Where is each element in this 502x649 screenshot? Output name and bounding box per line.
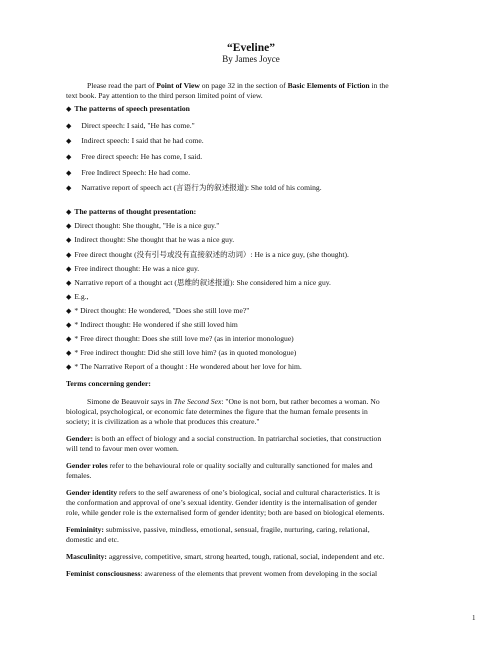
speech-item: ◆ Direct speech: I said, "He has come.": [66, 121, 195, 130]
book-title: The Second Sex: [173, 397, 222, 406]
diamond-bullet-icon: ◆: [66, 335, 72, 343]
diamond-bullet-icon: ◆: [66, 349, 72, 357]
femininity-line-1: Femininity: submissive, passive, mindless, emotional, sensual, fragile, nurturing, caring, relational,: [66, 525, 370, 534]
gender-definition-line-1: Gender: is both an effect of biology and a social construction. In patriarchal societies, that construction: [66, 434, 382, 443]
gender-identity-line-2: the conformation and approval of one’s sexual identity. Gender identity is the internalisation of gender: [66, 498, 377, 507]
speech-item: ◆ Free Indirect Speech: He had come.: [66, 168, 191, 177]
diamond-bullet-icon: ◆: [66, 279, 72, 287]
masculinity-line-1: Masculinity: aggressive, competitive, smart, strong hearted, tough, rational, social, independent and etc.: [66, 552, 385, 561]
diamond-bullet-icon: ◆: [66, 363, 72, 371]
beauvoir-line-1: Simone de Beauvoir says in The Second Sex: "One is not born, but rather becomes a woman. No: [87, 397, 380, 406]
thought-item: ◆ * Direct thought: He wondered, "Does she still love me?": [66, 306, 250, 315]
speech-item: ◆ Narrative report of speech act (言语行为的叙述报道): She told of his coming.: [66, 183, 322, 192]
gender-heading: Terms concerning gender:: [66, 379, 151, 388]
thought-item: ◆ Free indirect thought: He was a nice guy.: [66, 264, 200, 273]
diamond-bullet-icon: ◆: [66, 222, 72, 230]
beauvoir-line-2: biological, psychological, or economic fate determines the figure that the human female presents in: [66, 407, 368, 416]
author-line: By James Joyce: [222, 54, 280, 64]
intro-line-2: text book. Pay attention to the third person limited point of view.: [66, 91, 263, 100]
thought-item: ◆ * The Narrative Report of a thought : He wondered about her love for him.: [66, 362, 302, 371]
diamond-bullet-icon: ◆: [66, 251, 72, 259]
gender-roles-line-1: Gender roles refer to the behavioural role or quality socially and culturally sanctioned for males and: [66, 461, 373, 470]
diamond-bullet-icon: ◆: [66, 307, 72, 315]
thought-item: ◆ Narrative report of a thought act (思维的叙述报道): She considered him a nice guy.: [66, 278, 331, 287]
diamond-bullet-icon: ◆: [66, 293, 72, 301]
speech-item: ◆ Indirect speech: I said that he had come.: [66, 136, 204, 145]
feminist-consciousness-line-1: Feminist consciousness: awareness of the elements that prevent women from developing in the social: [66, 569, 378, 578]
speech-heading: ◆ The patterns of speech presentation: [66, 104, 190, 113]
diamond-bullet-icon: ◆: [66, 184, 72, 192]
diamond-bullet-icon: ◆: [66, 122, 72, 130]
diamond-bullet-icon: ◆: [66, 236, 72, 244]
beauvoir-line-3: society; it is civilization as a whole that produces this creature.": [66, 417, 260, 426]
page-number: 1: [472, 614, 476, 622]
thought-item: ◆ * Free indirect thought: Did she still love him? (as in quoted monologue): [66, 348, 297, 357]
thought-item: ◆ * Free direct thought: Does she still love me? (as in interior monologue): [66, 334, 294, 343]
diamond-bullet-icon: ◆: [66, 321, 72, 329]
thought-item: ◆ Indirect thought: She thought that he was a nice guy.: [66, 235, 235, 244]
diamond-bullet-icon: ◆: [66, 105, 72, 113]
gender-identity-line-1: Gender identity refers to the self awareness of one’s biological, social and cultural characteristics. It is: [66, 488, 380, 497]
gender-roles-line-2: females.: [66, 471, 92, 480]
diamond-bullet-icon: ◆: [66, 169, 72, 177]
diamond-bullet-icon: ◆: [66, 137, 72, 145]
point-of-view-term: Point of View: [156, 81, 200, 90]
diamond-bullet-icon: ◆: [66, 208, 72, 216]
thought-item: ◆ Direct thought: She thought, "He is a nice guy.": [66, 221, 220, 230]
thought-heading: ◆ The patterns of thought presentation:: [66, 207, 197, 216]
femininity-line-2: domestic and etc.: [66, 535, 119, 544]
diamond-bullet-icon: ◆: [66, 265, 72, 273]
thought-item: ◆ * Indirect thought: He wondered if she still loved him: [66, 320, 238, 329]
thought-item: ◆ Free direct thought (没有引号或没有直接叙述的动词）: He is a nice guy, (she thought).: [66, 250, 349, 259]
basic-elements-term: Basic Elements of Fiction: [287, 81, 370, 90]
intro-line-1: Please read the part of Point of View on page 32 in the section of Basic Elements of Fiction in the: [87, 81, 389, 90]
speech-item: ◆ Free direct speech: He has come, I said.: [66, 152, 203, 161]
gender-definition-line-2: will tend to favour men over women.: [66, 444, 179, 453]
thought-item: ◆ E.g.,: [66, 292, 89, 301]
page-title: “Eveline”: [227, 42, 275, 54]
gender-identity-line-3: role, while gender role is the externalised form of gender identity; both are based on biological elements.: [66, 508, 385, 517]
diamond-bullet-icon: ◆: [66, 153, 72, 161]
